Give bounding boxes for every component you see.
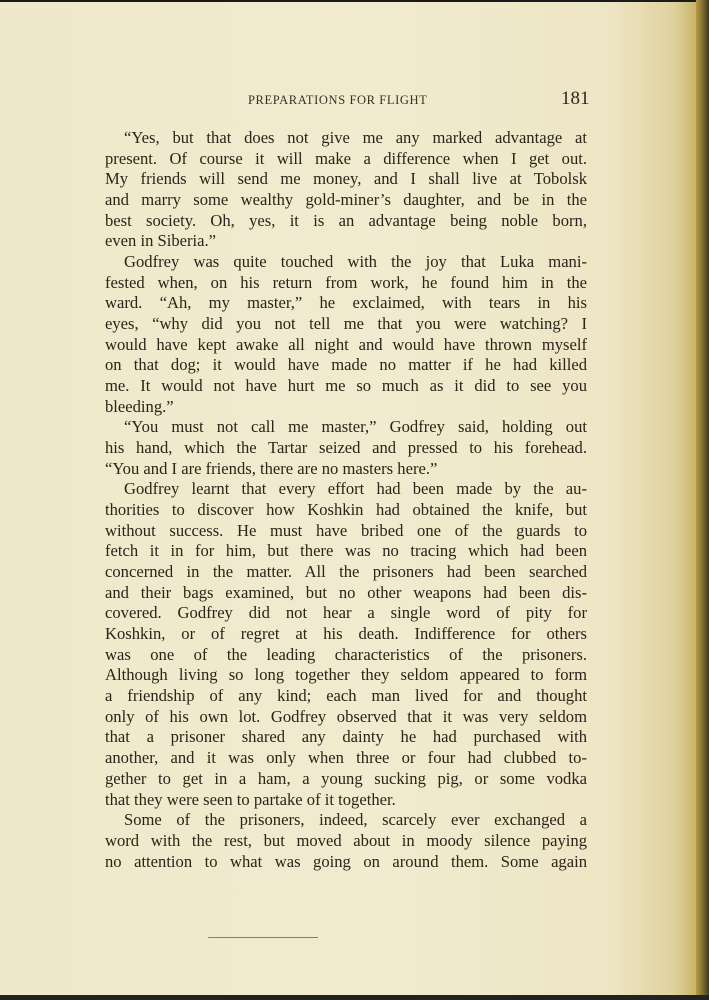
text-line: only of his own lot. Godfrey observed that it was very seldom — [105, 706, 587, 726]
text-line: word with the rest, but moved about in moody silence paying — [105, 830, 587, 850]
text-line: a friendship of any kind; each man lived for and thought — [105, 686, 587, 706]
footer-rule — [208, 937, 318, 938]
text-line: another, and it was only when three or four had clubbed to- — [105, 748, 587, 768]
text-line: that a prisoner shared any dainty he had purchased with — [105, 727, 587, 747]
text-line: on that dog; it would have made no matter if he had killed — [105, 355, 587, 375]
text-line: Godfrey was quite touched with the joy that Luka mani- — [124, 252, 587, 272]
text-line: would have kept awake all night and would have thrown myself — [105, 334, 587, 354]
text-line: “You must not call me master,” Godfrey said, holding out — [124, 417, 587, 437]
text-line: thorities to discover how Koshkin had obtained the knife, but — [105, 500, 587, 520]
text-line: ward. “Ah, my master,” he exclaimed, with tears in his — [105, 293, 587, 313]
text-line: and their bags examined, but no other weapons had been dis- — [105, 582, 587, 602]
text-line: “Yes, but that does not give me any marked advantage at — [124, 128, 587, 147]
text-line: without success. He must have bribed one of the guards to — [105, 520, 587, 540]
text-line: Koshkin, or of regret at his death. Indifference for others — [105, 624, 587, 644]
text-line: gether to get in a ham, a young sucking pig, or some vodka — [105, 768, 587, 788]
body-text — [105, 128, 587, 872]
text-line: me. It would not have hurt me so much as it did to see you — [105, 376, 587, 396]
text-line: no attention to what was going on around them. Some again — [105, 851, 587, 871]
text-line: Some of the prisoners, indeed, scarcely ever exchanged a — [124, 810, 587, 830]
text-line: present. Of course it will make a difference when I get out. — [105, 148, 587, 168]
text-line: My friends will send me money, and I shall live at Tobolsk — [105, 169, 587, 189]
page-edge — [696, 0, 709, 1000]
page-bottom-edge — [0, 995, 709, 1000]
text-line: fetch it in for him, but there was no tracing which had been — [105, 541, 587, 561]
text-line: best society. Oh, yes, it is an advantage being noble born, — [105, 210, 587, 230]
text-line: Godfrey learnt that every effort had been made by the au- — [124, 479, 587, 499]
running-title: PREPARATIONS FOR FLIGHT — [248, 93, 428, 107]
text-line: bleeding.” — [105, 396, 174, 416]
text-line: and marry some wealthy gold-miner’s daughter, and be in the — [105, 190, 587, 210]
text-line: fested when, on his return from work, he found him in the — [105, 272, 587, 292]
text-line: concerned in the matter. All the prisoners had been searched — [105, 562, 587, 582]
text-line: his hand, which the Tartar seized and pressed to his forehead. — [105, 438, 587, 458]
text-line: covered. Godfrey did not hear a single word of pity for — [105, 603, 587, 623]
running-header — [0, 88, 696, 113]
text-line: Although living so long together they seldom appeared to form — [105, 665, 587, 685]
text-line: even in Siberia.” — [105, 231, 217, 251]
text-line: “You and I are friends, there are no masters here.” — [105, 458, 438, 478]
page-number: 181 — [561, 88, 590, 109]
text-line: eyes, “why did you not tell me that you were watching? I — [105, 314, 587, 334]
text-line: that they were seen to partake of it together. — [105, 789, 396, 809]
text-line: was one of the leading characteristics of the prisoners. — [105, 644, 587, 664]
